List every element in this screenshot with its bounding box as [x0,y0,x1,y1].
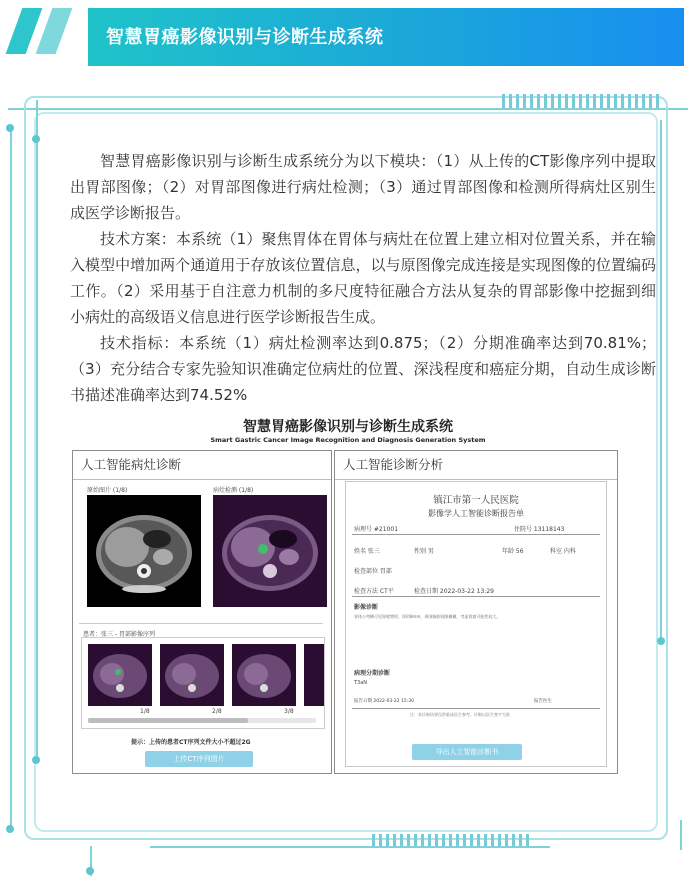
thumbnail-1[interactable] [88,644,152,706]
report-footer-note: 注：本诊断结果仅供临床医生参考，诊断以医生签字为准 [410,712,510,717]
description-paragraph-modules: 智慧胃癌影像识别与诊断生成系统分为以下模块：（1）从上传的CT影像序列中提取出胃部图像；（2）对胃部图像进行病灶检测；（3）通过胃部图像和检测所得病灶区别生成医学诊断报告。 [70,152,656,222]
series-label: 患者：张三 - 胃部影像序列 [83,631,155,638]
analysis-panel-title: 人工智能诊断分析 [335,451,617,480]
patient-age: 年龄 56 [502,548,524,555]
page-title: 智慧胃癌影像识别与诊断生成系统 [106,27,384,48]
export-report-button[interactable]: 导出人工智能诊断书 [412,744,522,760]
lesion-detect-image[interactable] [213,495,327,607]
stage-value: T3aN [354,680,368,686]
exam-date: 检查日期 2022-03-22 13:29 [414,588,494,595]
detect-image-label: 病灶检测 (1/8) [213,487,254,494]
header-bar [88,8,684,66]
diagnosis-analysis-panel [334,450,618,774]
report-date: 报告日期 2022-03-22 15:30 [354,699,414,704]
figure-subtitle: Smart Gastric Cancer Image Recognition and Diagnosis Generation System [210,436,486,444]
exam-method: 检查方法 CT平 [354,588,394,595]
finding-text: 胃体小弯侧可见胃壁增厚，厚约8mm，周围脂肪间隙模糊，考虑胃癌可能性较大。 [354,614,501,619]
report-doctor: 报告医生 [534,699,552,704]
thumbnail-2[interactable] [160,644,224,706]
original-image-label: 原始图片 (1/8) [87,487,128,494]
thumbnail-2-index: 2/8 [212,708,222,715]
thumbnail-1-index: 1/8 [140,708,150,715]
report-title: 影像学人工智能诊断报告单 [428,509,524,518]
thumbnail-3-index: 3/8 [284,708,294,715]
lesion-panel-title: 人工智能病灶诊断 [73,451,331,480]
scrollbar-thumb[interactable] [88,718,248,723]
figure-title: 智慧胃癌影像识别与诊断生成系统 [243,419,453,435]
thumbnail-3[interactable] [232,644,296,706]
report-sheet [345,481,607,767]
upload-ct-button[interactable]: 上传CT序列图片 [145,751,253,767]
header-slash-2 [36,8,73,54]
patient-dept: 科室 内科 [550,548,576,555]
upload-hint: 提示：上传的患者CT序列文件大小不超过2G [131,739,251,746]
thumbnail-strip [81,637,325,729]
pathology-number: 病理号 #21001 [354,526,399,533]
stage-label: 病理分期诊断 [354,670,391,677]
thumbnail-4[interactable] [304,644,324,706]
patient-name: 姓名 张三 [354,548,380,555]
hospital-name: 镇江市第一人民医院 [433,495,519,506]
description-paragraph-metrics: 技术指标：本系统（1）病灶检测率达到0.875；（2）分期准确率达到70.81%；（3）充分结合专家先验知识准确定位病灶的位置、深浅程度和癌症分期，自动生成诊断书描述准确率达到74.52% [70,334,656,404]
exam-part: 检查部位 胃部 [354,568,392,575]
description [70,148,656,408]
lesion-diagnosis-panel [72,450,332,774]
description-paragraph-method: 技术方案：本系统（1）聚焦胃体在胃体与病灶在位置上建立相对位置关系，并在输入模型中增加两个通道用于存放该位置信息，以与原图像完成连接是实现图像的位置编码工作。（2）采用基于自注意力机制的多尺度特征融合方法从复杂的胃部影像中挖掘到细小病灶的高级语义信息进行医学诊断报告生成。 [70,230,656,326]
thumbnail-scrollbar[interactable] [88,718,316,723]
case-number: 住院号 13118143 [514,526,565,533]
patient-sex: 性别 男 [414,548,434,555]
finding-label: 影像诊断 [354,604,379,611]
original-ct-image[interactable] [87,495,201,607]
